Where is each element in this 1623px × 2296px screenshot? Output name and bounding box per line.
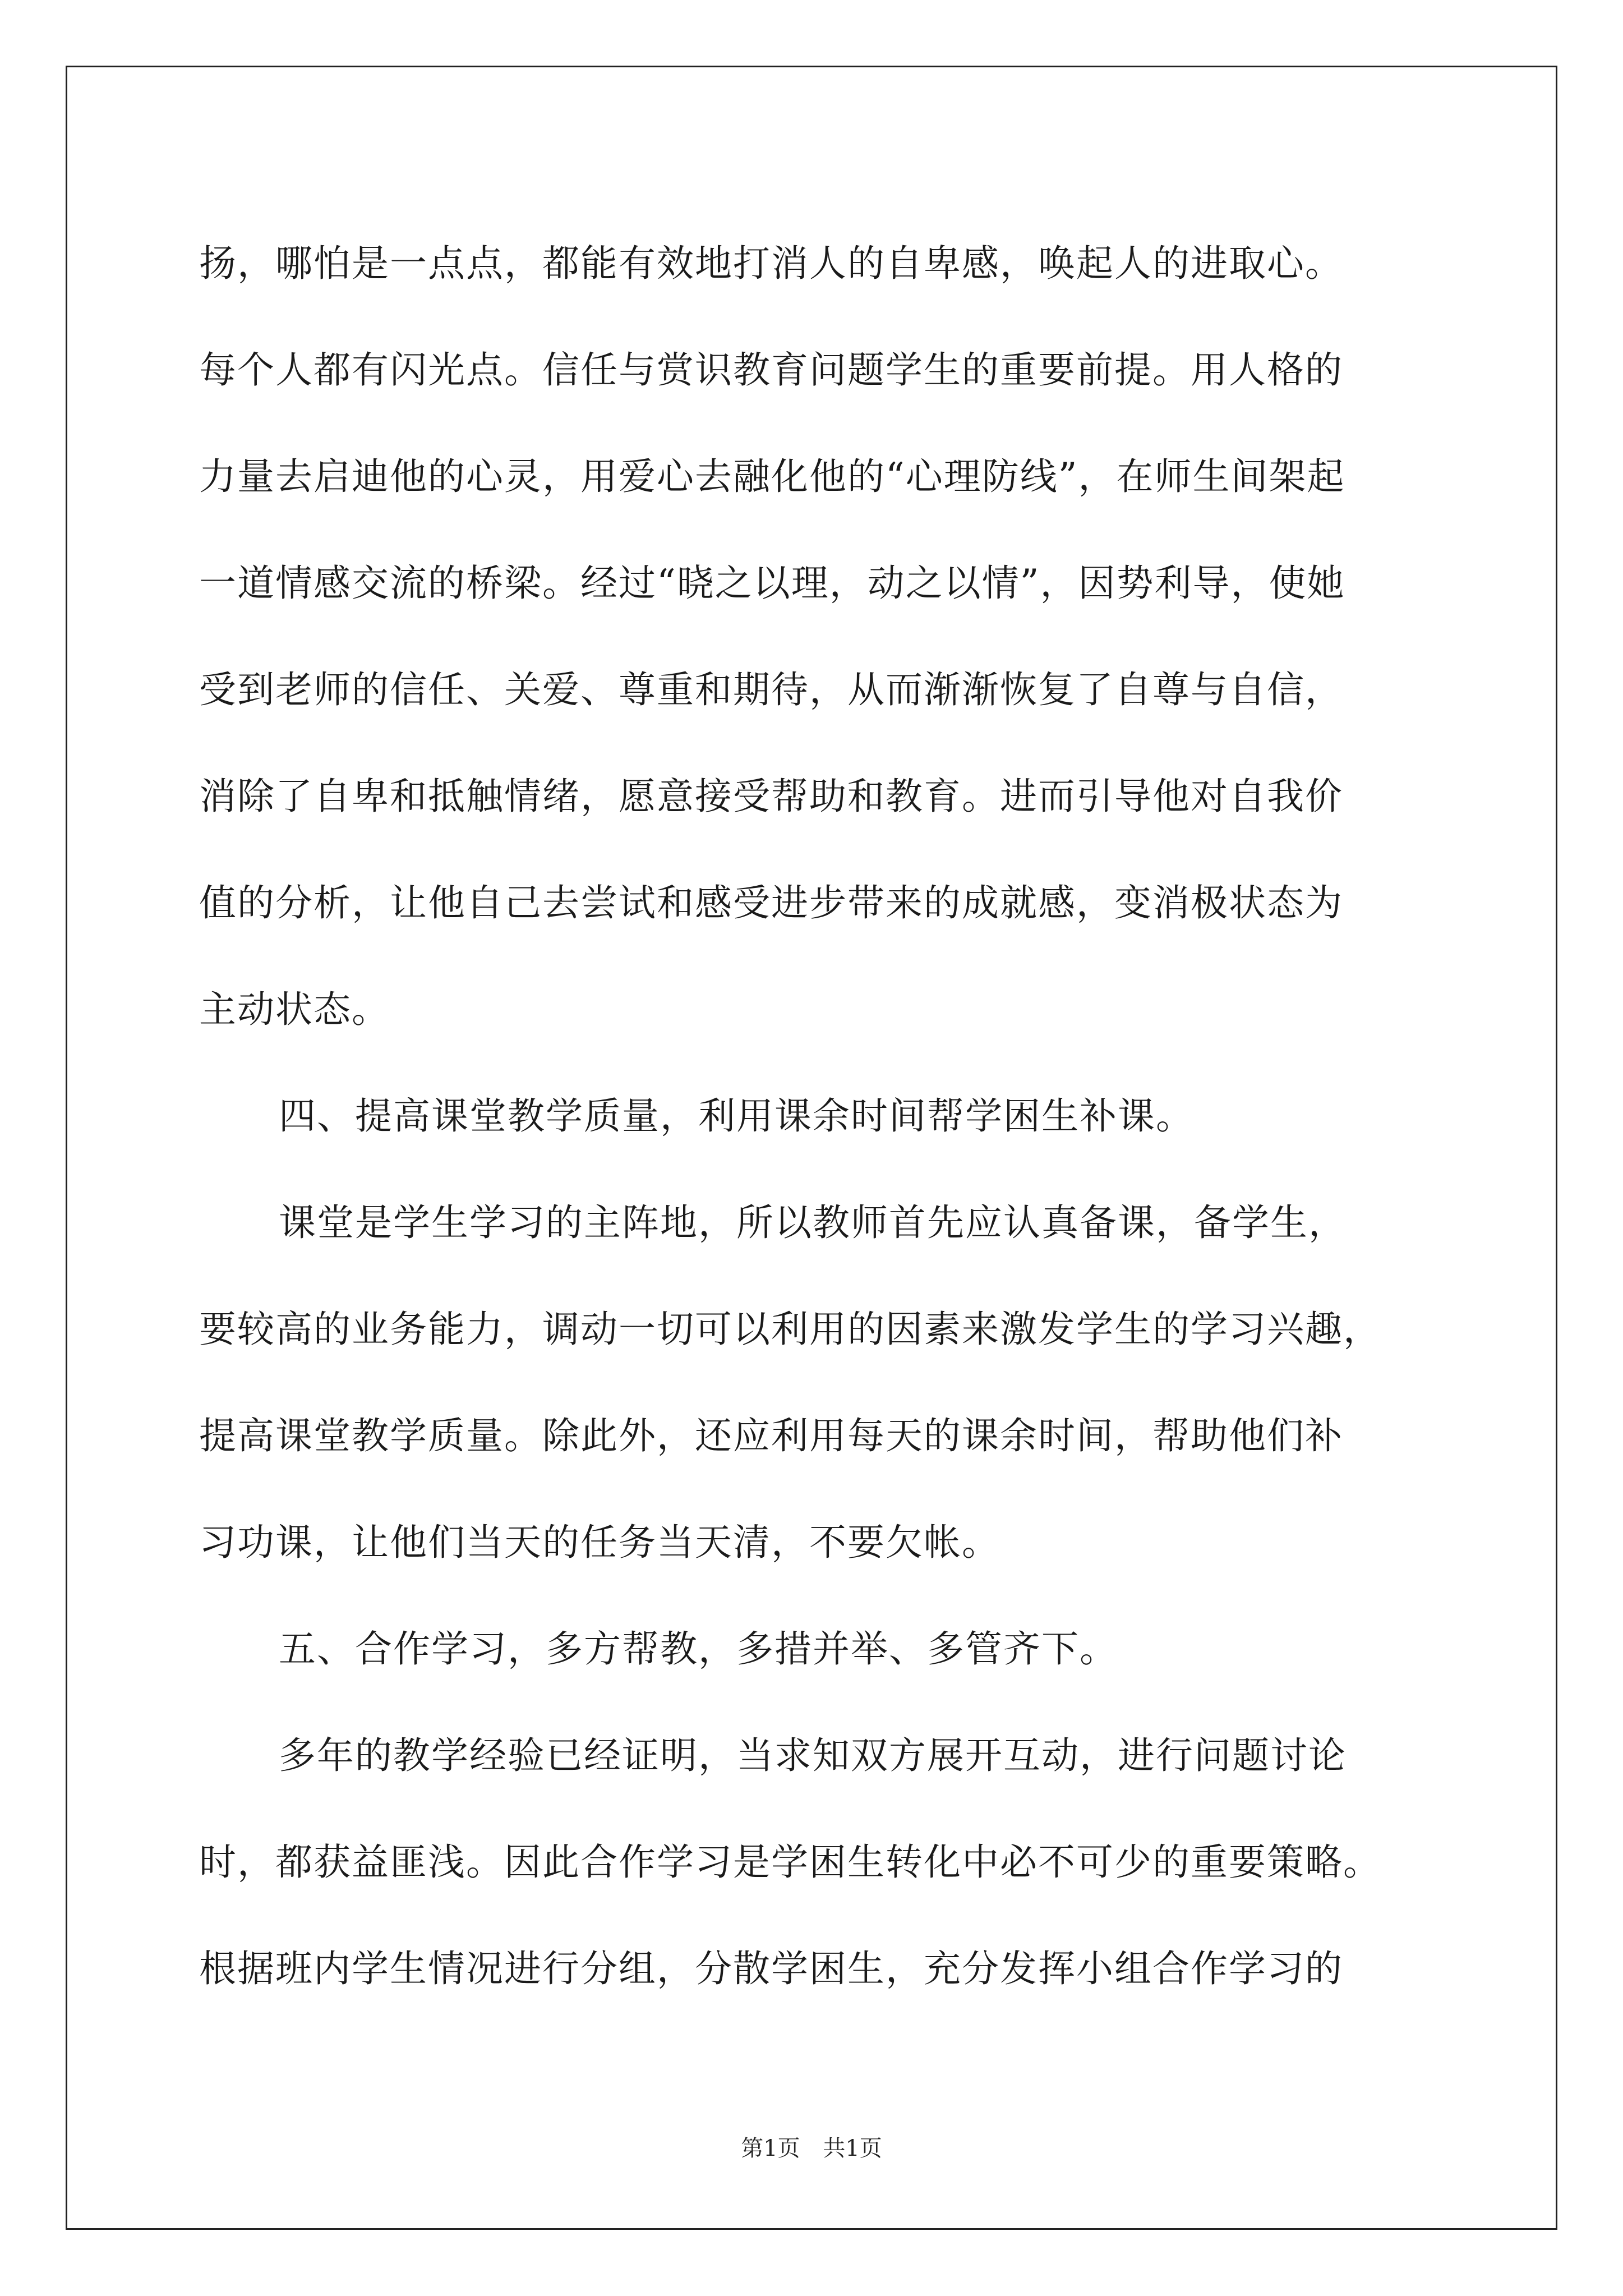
section-heading: 四、提高课堂教学质量，利用课余时间帮学困生补课。 [279, 1094, 1194, 1138]
page-number-total: 共1页 [823, 2136, 882, 2161]
text-line: 值的分析，让他自己去尝试和感受进步带来的成就感，变消极状态为 [199, 881, 1343, 924]
section-heading: 五、合作学习，多方帮教，多措并举、多管齐下。 [279, 1627, 1118, 1671]
document-body [199, 210, 1433, 2022]
text-line: 课堂是学生学习的主阵地，所以教师首先应认真备课，备学生， [279, 1201, 1347, 1244]
text-line: 力量去启迪他的心灵，用爱心去融化他的“心理防线”，在师生间架起 [199, 455, 1345, 498]
text-line: 一道情感交流的桥梁。经过“晓之以理，动之以情”，因势利导，使她 [199, 562, 1345, 605]
text-line: 扬，哪怕是一点点，都能有效地打消人的自卑感，唤起人的进取心。 [199, 242, 1343, 285]
text-line: 受到老师的信任、关爱、尊重和期待，从而渐渐恢复了自尊与自信， [199, 668, 1343, 711]
text-line: 根据班内学生情况进行分组，分散学困生，充分发挥小组合作学习的 [199, 1947, 1343, 1990]
text-line: 多年的教学经验已经证明，当求知双方展开互动，进行问题讨论 [279, 1734, 1347, 1777]
text-line: 时，都获益匪浅。因此合作学习是学困生转化中必不可少的重要策略。 [199, 1841, 1381, 1884]
page-footer [0, 2132, 1623, 2165]
text-line: 习功课，让他们当天的任务当天清，不要欠帐。 [199, 1521, 1000, 1564]
text-line: 主动状态。 [199, 988, 390, 1031]
text-line: 要较高的业务能力，调动一切可以利用的因素来激发学生的学习兴趣， [199, 1308, 1381, 1351]
text-line: 消除了自卑和抵触情绪，愿意接受帮助和教育。进而引导他对自我价 [199, 775, 1343, 818]
text-line: 提高课堂教学质量。除此外，还应利用每天的课余时间，帮助他们补 [199, 1414, 1343, 1457]
page-number-current: 第1页 [741, 2136, 800, 2161]
text-line: 每个人都有闪光点。信任与赏识教育问题学生的重要前提。用人格的 [199, 348, 1343, 392]
